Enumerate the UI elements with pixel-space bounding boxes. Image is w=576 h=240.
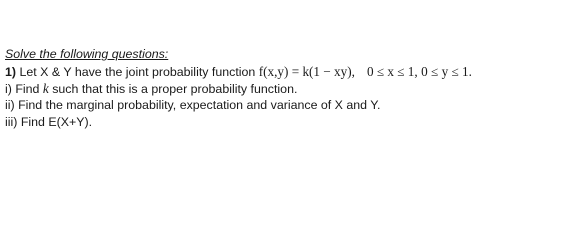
question-1-text: Let X & Y have the joint probability function	[19, 65, 256, 79]
part-i-suffix: such that this is a proper probability function.	[52, 82, 298, 96]
joint-probability-function: f(x,y) = k(1 − xy),	[258, 64, 355, 79]
question-1-statement	[5, 63, 573, 80]
x-range: 0 ≤ x ≤ 1,	[366, 64, 418, 79]
part-i-prefix: i) Find	[5, 82, 40, 96]
section-heading: Solve the following questions:	[5, 47, 169, 61]
part-ii: ii) Find the marginal probability, expectation and variance of X and Y.	[5, 98, 381, 112]
part-iii: iii) Find E(X+Y).	[5, 115, 93, 129]
part-i	[5, 80, 573, 97]
y-range: 0 ≤ y ≤ 1.	[421, 64, 472, 79]
question-number: 1)	[5, 65, 17, 79]
k-variable: k	[42, 81, 49, 96]
question-document	[5, 46, 573, 131]
